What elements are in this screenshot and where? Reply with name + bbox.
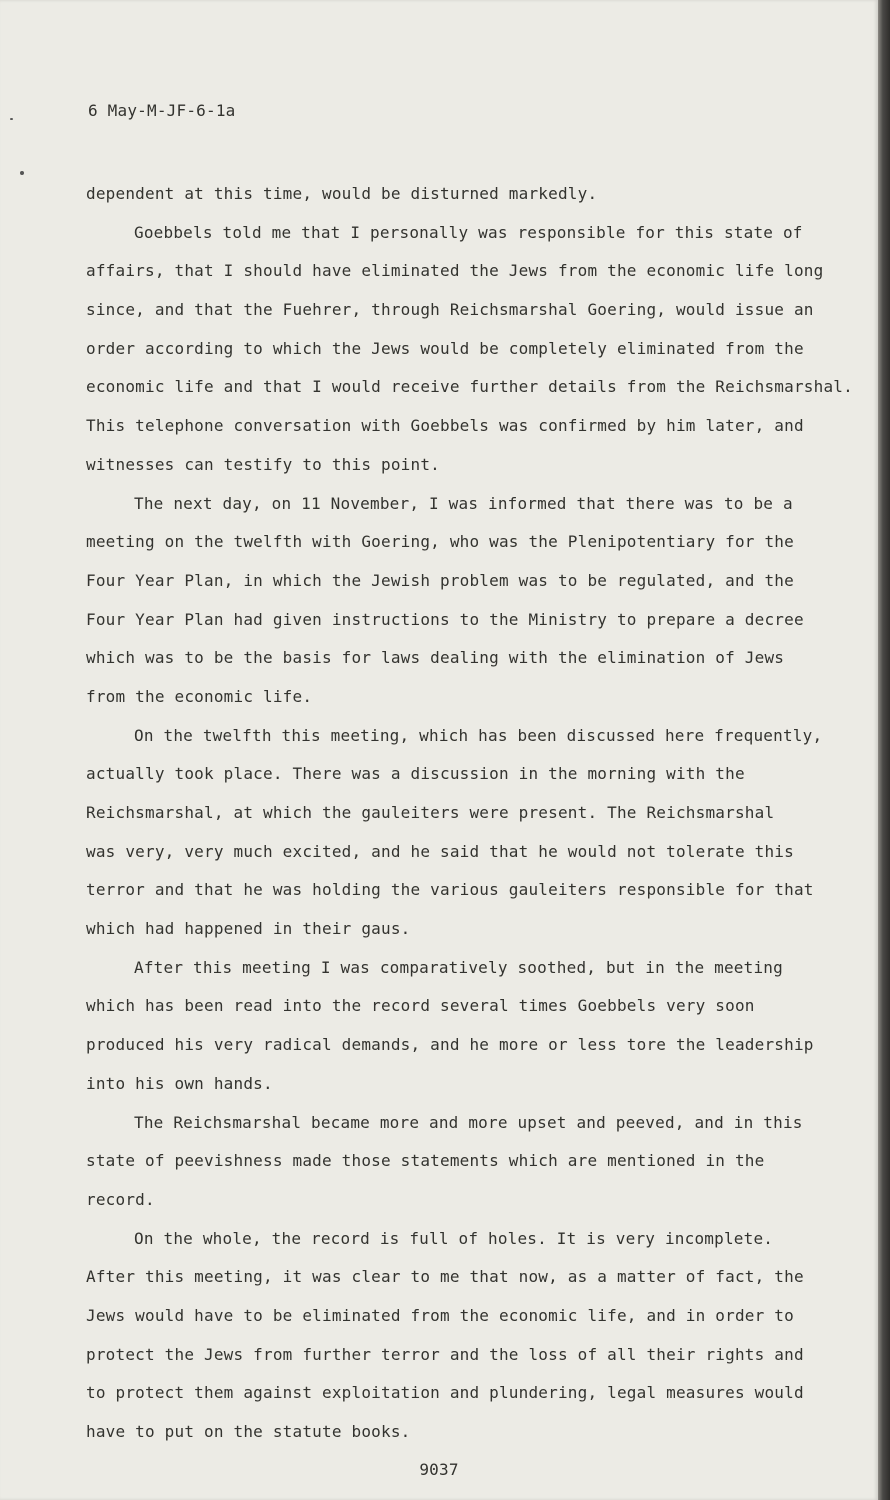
- text-line: from the economic life.: [86, 686, 313, 706]
- text-line: On the whole, the record is full of holes. It is very incomplete.: [134, 1228, 774, 1248]
- text-line: Four Year Plan had given instructions to the Ministry to prepare a decree: [86, 609, 804, 629]
- text-line: meeting on the twelfth with Goering, who was the Plenipotentiary for the: [86, 532, 794, 552]
- punch-mark: [20, 171, 24, 175]
- text-line: Reichsmarshal, at which the gauleiters were present. The Reichsmarshal: [86, 803, 775, 822]
- text-line: terror and that he was holding the various gauleiters responsible for that: [86, 880, 814, 900]
- text-line: which was to be the basis for laws dealing with the elimination of Jews: [86, 648, 785, 668]
- document-header: 6 May-M-JF-6-1a: [88, 101, 236, 120]
- text-line: affairs, that I should have eliminated the Jews from the economic life long: [86, 261, 824, 281]
- text-line: The next day, on 11 November, I was informed that there was to be a: [134, 493, 793, 513]
- text-line: dependent at this time, would be disturned markedly.: [86, 184, 598, 203]
- text-line: order according to which the Jews would be completely eliminated from the: [86, 338, 804, 358]
- body-text: [86, 175, 853, 1452]
- text-line: This telephone conversation with Goebbels was confirmed by him later, and: [86, 416, 804, 436]
- text-line: Goebbels told me that I personally was responsible for this state of: [134, 222, 803, 242]
- text-line: After this meeting I was comparatively soothed, but in the meeting: [134, 957, 783, 977]
- text-line: economic life and that I would receive further details from the Reichsmarshal.: [86, 377, 853, 397]
- text-line: produced his very radical demands, and he more or less tore the leadership: [86, 1035, 814, 1055]
- text-line: Four Year Plan, in which the Jewish problem was to be regulated, and the: [86, 570, 794, 590]
- text-line: into his own hands.: [86, 1073, 273, 1093]
- page-edge: [878, 0, 890, 1500]
- text-line: state of peevishness made those statements which are mentioned in the: [86, 1151, 765, 1171]
- text-line: After this meeting, it was clear to me that now, as a matter of fact, the: [86, 1267, 804, 1287]
- text-line: On the twelfth this meeting, which has been discussed here frequently,: [134, 725, 823, 745]
- text-line: which had happened in their gaus.: [86, 919, 411, 939]
- text-line: was very, very much excited, and he said that he would not tolerate this: [86, 841, 794, 861]
- text-line: Jews would have to be eliminated from the economic life, and in order to: [86, 1305, 794, 1325]
- text-line: record.: [86, 1189, 155, 1209]
- text-line: actually took place. There was a discussion in the morning with the: [86, 764, 745, 784]
- text-line: to protect them against exploitation and plundering, legal measures would: [86, 1383, 804, 1403]
- text-line: witnesses can testify to this point.: [86, 454, 440, 474]
- punch-mark: [10, 118, 13, 120]
- text-line: have to put on the statute books.: [86, 1422, 411, 1441]
- text-line: The Reichsmarshal became more and more upset and peeved, and in this: [134, 1112, 803, 1132]
- page-number: 9037: [419, 1460, 459, 1479]
- text-line: since, and that the Fuehrer, through Reichsmarshal Goering, would issue an: [86, 300, 814, 320]
- text-line: which has been read into the record several times Goebbels very soon: [86, 996, 755, 1016]
- text-line: protect the Jews from further terror and the loss of all their rights and: [86, 1344, 804, 1364]
